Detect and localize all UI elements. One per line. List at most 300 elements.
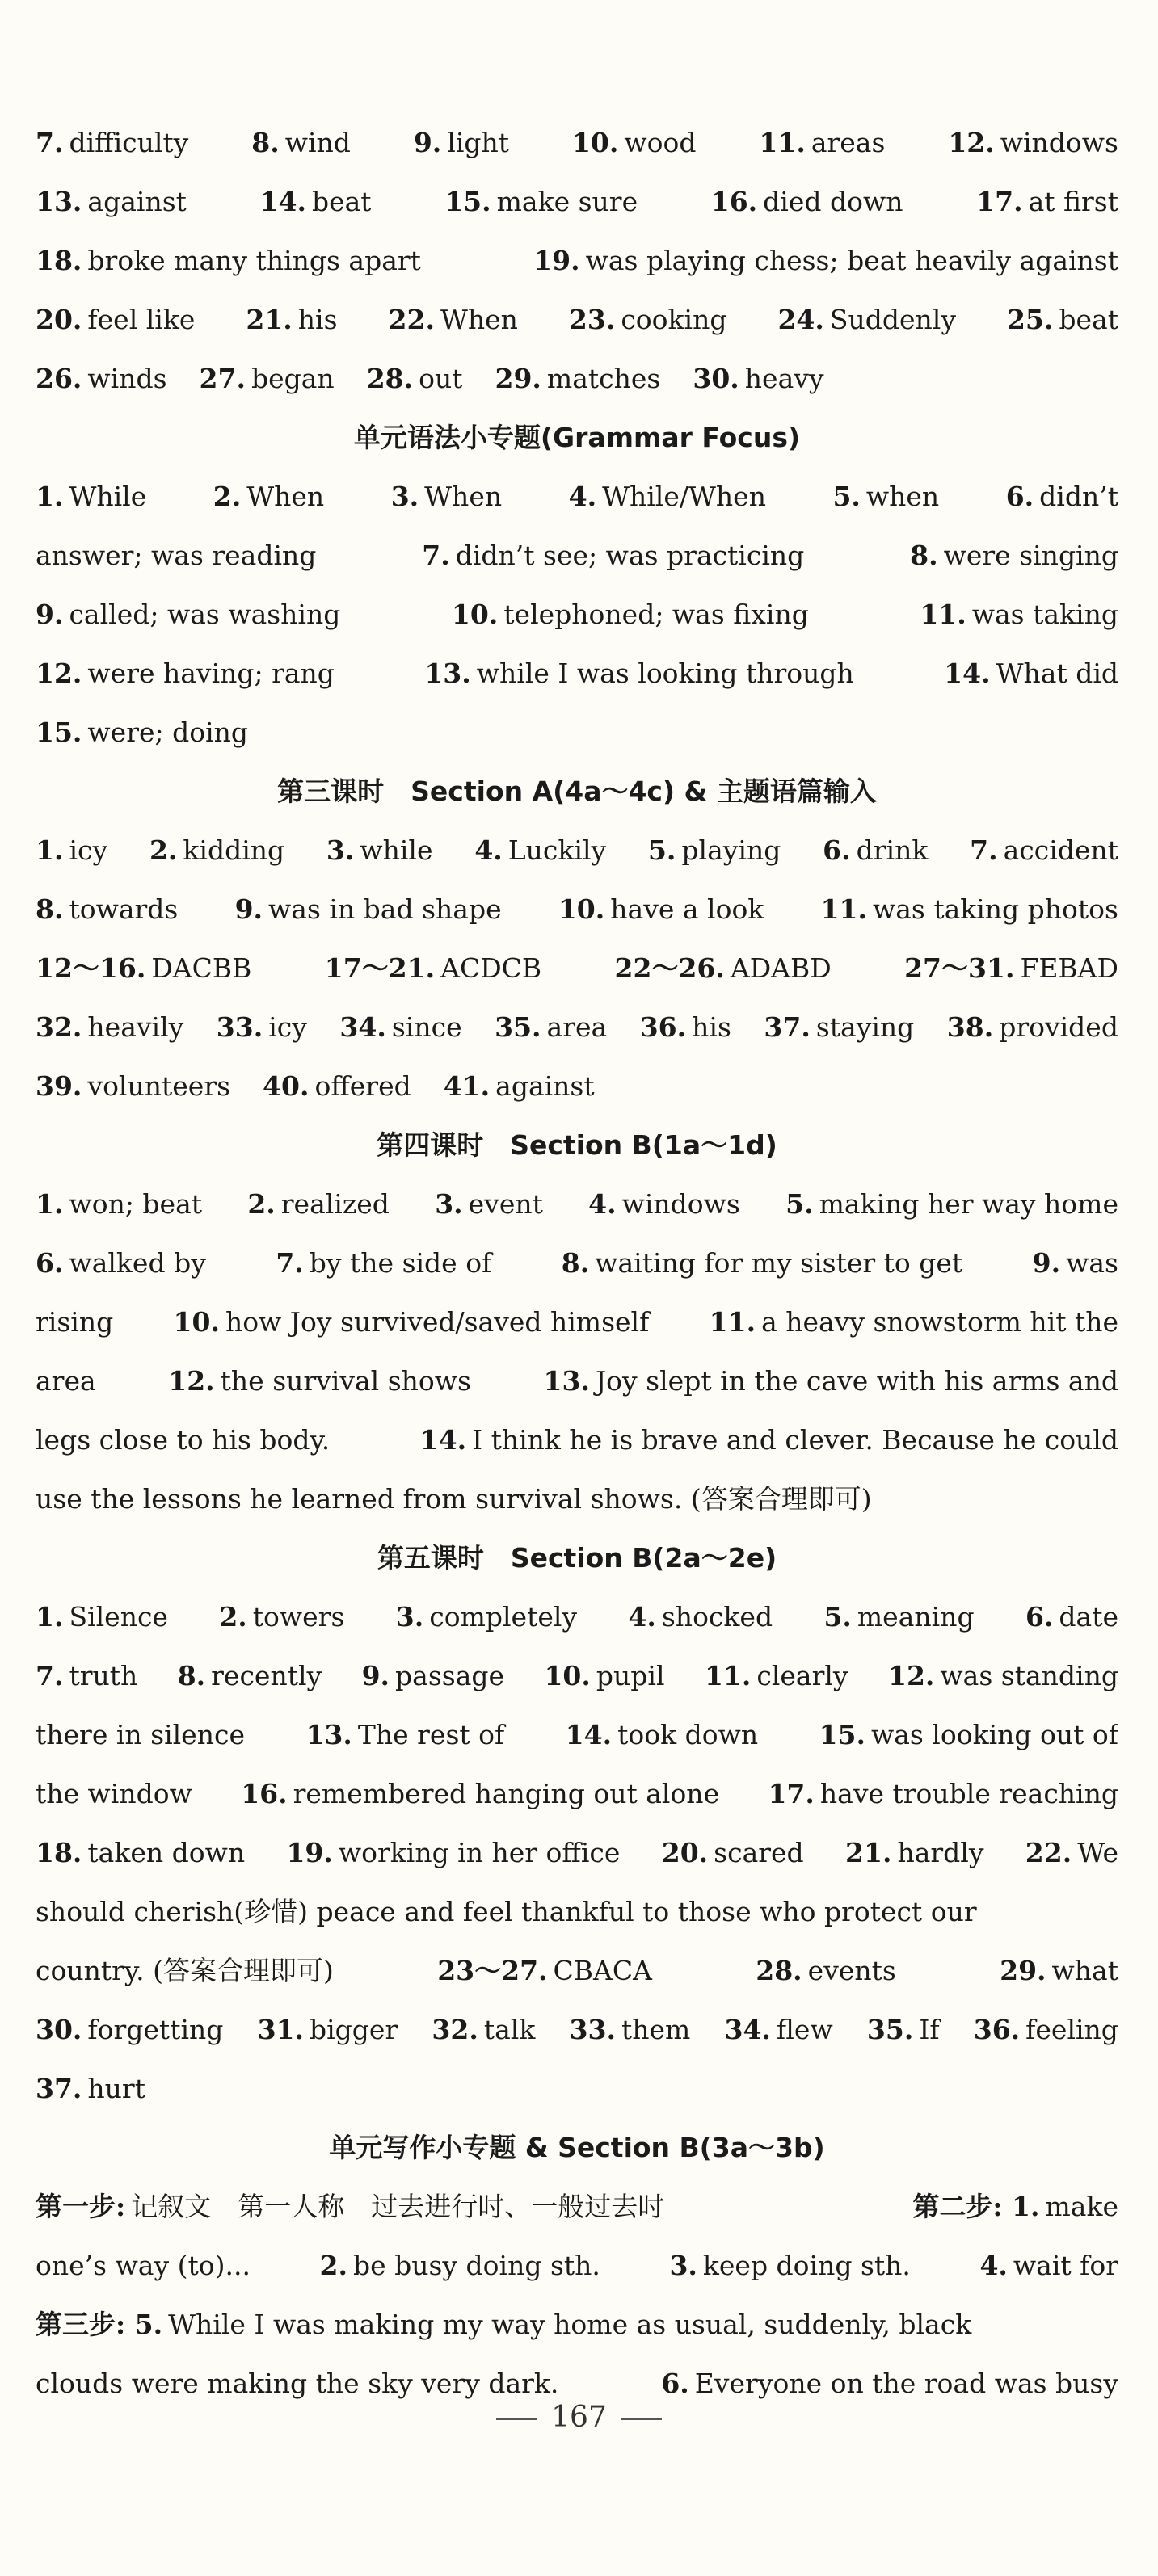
section-heading: 单元写作小专题 & Section B(3a～3b)	[329, 2132, 825, 2163]
footer-dash-left	[496, 2418, 537, 2420]
answer-text: broke many things apart	[87, 245, 421, 276]
answer-text: bigger	[310, 2014, 398, 2045]
answer-text: windows	[621, 1188, 740, 1220]
answer-text: When	[424, 481, 503, 512]
answer-text: What did	[996, 658, 1118, 689]
answer-item	[258, 2000, 398, 2059]
answer-item	[36, 2000, 223, 2059]
answer-number: 4.	[568, 481, 597, 512]
answer-text: towers	[252, 1601, 345, 1633]
answer-item	[544, 1646, 664, 1705]
answer-number: 12.	[948, 127, 995, 158]
answer-text: heavily	[87, 1011, 184, 1043]
answer-number: 14.	[259, 186, 306, 217]
answer-number: 16.	[710, 186, 758, 217]
answer-number: 3.	[669, 2250, 697, 2281]
answer-text: legs close to his body.	[36, 1424, 331, 1456]
answer-number: 23.	[568, 304, 616, 335]
answer-number: 8.	[910, 540, 938, 571]
answer-number: 10.	[173, 1306, 220, 1338]
answer-number: 8.	[177, 1660, 206, 1691]
answer-item	[168, 1351, 471, 1410]
answer-item	[424, 644, 853, 703]
answer-item	[286, 1823, 620, 1882]
answer-number: 35.	[866, 2014, 914, 2045]
answer-text: icy	[268, 1011, 307, 1043]
answer-item	[36, 1351, 96, 1410]
answer-number: 21.	[246, 304, 293, 335]
answer-number: 17.	[768, 1778, 815, 1809]
answer-number: 11.	[759, 127, 806, 158]
answer-number: 22～26.	[614, 952, 725, 984]
answer-number: 5.	[647, 834, 676, 866]
footer-dash-right	[621, 2418, 662, 2420]
answer-item	[36, 880, 178, 939]
answer-number: 14.	[565, 1719, 613, 1750]
answer-text: 记叙文 第一人称 过去进行时、一般过去时	[131, 2191, 665, 2222]
answer-number: 23～27.	[437, 1955, 548, 1986]
answer-number: 13.	[543, 1365, 590, 1397]
answer-item	[764, 998, 914, 1057]
answer-number: 9.	[234, 893, 263, 925]
answer-number: 14.	[944, 658, 991, 689]
answer-number: 10.	[451, 599, 499, 630]
answer-text: recently	[211, 1660, 322, 1691]
answer-number: 7.	[36, 1660, 64, 1691]
answer-line	[36, 349, 1118, 408]
answer-text: We	[1077, 1837, 1118, 1868]
answer-item	[251, 113, 351, 172]
answer-text: won; beat	[69, 1188, 203, 1220]
answer-number: 5.	[785, 1188, 814, 1220]
answer-number: 7.	[276, 1247, 304, 1279]
answer-item	[823, 1587, 974, 1646]
answer-item	[36, 1882, 977, 1941]
answer-text: was playing chess; beat heavily against	[585, 245, 1118, 276]
answer-number: 12.	[36, 658, 82, 689]
section-heading: 第四课时 Section B(1a～1d)	[377, 1129, 777, 1161]
answer-item	[36, 644, 335, 703]
answer-text: began	[251, 363, 335, 394]
answer-number: 2.	[149, 834, 178, 866]
answer-text: icy	[69, 834, 108, 866]
answer-text: his	[297, 304, 338, 335]
answer-text: making her way home	[819, 1188, 1118, 1220]
answer-number: 6.	[1025, 1601, 1054, 1633]
answer-item	[669, 2236, 910, 2295]
answer-number: 1.	[36, 834, 64, 866]
answer-item	[260, 172, 372, 231]
answer-text: waiting for my sister to get	[595, 1247, 963, 1279]
answer-number: 30.	[36, 2014, 82, 2045]
answer-item	[648, 821, 781, 880]
answer-item	[785, 1175, 1118, 1233]
answer-item	[36, 1410, 330, 1469]
answer-number: 28.	[756, 1955, 802, 1986]
answer-line	[36, 644, 1118, 703]
answer-number: 2.	[219, 1601, 247, 1633]
answer-line	[36, 1410, 1118, 1469]
answer-text: matches	[546, 363, 661, 394]
answer-text: one’s way (to)...	[36, 2250, 251, 2281]
answer-text: events	[807, 1955, 896, 1986]
answer-item	[759, 113, 885, 172]
answer-number: 17.	[976, 186, 1023, 217]
answer-item	[948, 113, 1118, 172]
answer-text: drink	[856, 834, 929, 866]
answer-item	[36, 290, 195, 349]
answer-line	[36, 1469, 1118, 1528]
answer-line	[36, 2059, 1118, 2118]
answer-line	[36, 2295, 1118, 2354]
answer-line	[36, 1292, 1118, 1351]
answer-text: were; doing	[87, 716, 249, 748]
answer-text: feel like	[87, 304, 196, 335]
answer-text: provided	[999, 1011, 1118, 1043]
answer-item	[36, 2177, 664, 2236]
answer-text: remembered hanging out alone	[293, 1778, 720, 1809]
answer-number: 37.	[36, 2073, 82, 2104]
answer-item	[36, 467, 146, 526]
answer-item	[888, 1646, 1118, 1705]
answer-text: When	[246, 481, 325, 512]
answer-item	[710, 1292, 1118, 1351]
answer-number: 22.	[1025, 1837, 1072, 1868]
answer-line	[36, 703, 1118, 762]
answer-number: 39.	[36, 1070, 82, 1102]
answer-item	[36, 349, 167, 408]
answer-text: forgetting	[87, 2014, 224, 2045]
answer-text: hardly	[897, 1837, 984, 1868]
answer-text: didn’t see; was practicing	[455, 540, 805, 571]
answer-number: 25.	[1006, 304, 1054, 335]
answer-line	[36, 231, 1118, 290]
answer-item	[178, 1646, 322, 1705]
answer-item	[420, 1410, 1118, 1469]
answer-item	[588, 1175, 740, 1233]
answer-text: winds	[87, 363, 167, 394]
answer-number: 6.	[36, 1247, 64, 1279]
answer-text: While I was making my way home as usual, suddenly, black	[168, 2309, 972, 2340]
answer-item	[569, 467, 766, 526]
answer-item	[414, 113, 509, 172]
answer-item	[558, 880, 764, 939]
answer-number: 34.	[339, 1011, 386, 1043]
answer-number: 19.	[286, 1837, 333, 1868]
answer-item	[246, 290, 337, 349]
answer-text: make	[1045, 2191, 1118, 2222]
answer-number: 第一步:	[36, 2191, 126, 2222]
answer-item	[36, 231, 421, 290]
answer-text: staying	[815, 1011, 915, 1043]
answer-text: light	[447, 127, 510, 158]
answer-text: died down	[763, 186, 903, 217]
answer-line	[36, 172, 1118, 231]
answer-item	[1006, 467, 1118, 526]
answer-item	[36, 1587, 168, 1646]
answer-item	[777, 290, 956, 349]
answer-line	[36, 1233, 1118, 1292]
answer-item	[533, 231, 1118, 290]
answer-number: 22.	[388, 304, 435, 335]
answer-number: 10.	[544, 1660, 591, 1691]
answer-line	[36, 113, 1118, 172]
answer-text: was looking out of	[870, 1719, 1118, 1750]
answer-item	[36, 1057, 230, 1116]
answer-number: 第三步: 5.	[36, 2309, 163, 2340]
answer-text: what	[1051, 1955, 1118, 1986]
answer-number: 18.	[36, 1837, 82, 1868]
answer-number: 33.	[216, 1011, 263, 1043]
answer-line	[36, 290, 1118, 349]
answer-number: 32.	[36, 1011, 82, 1043]
answer-number: 32.	[432, 2014, 478, 2045]
answer-item	[149, 821, 284, 880]
answer-item	[912, 2177, 1118, 2236]
answer-text: towards	[69, 893, 179, 925]
answer-item	[979, 2236, 1118, 2295]
answer-item	[821, 880, 1118, 939]
answer-text: area	[546, 1011, 608, 1043]
answer-text: area	[36, 1365, 96, 1397]
answer-item	[325, 939, 541, 998]
answer-item	[339, 998, 461, 1057]
answer-text: out	[419, 363, 463, 394]
answer-item	[976, 172, 1118, 231]
answer-item	[36, 1292, 113, 1351]
answer-text: against	[87, 186, 187, 217]
answer-text: date	[1059, 1601, 1118, 1633]
answer-text: them	[621, 2014, 691, 2045]
answer-number: 8.	[36, 893, 64, 925]
answer-text: Everyone on the road was busy	[694, 2368, 1118, 2399]
answer-text: areas	[811, 127, 886, 158]
answer-text: beat	[311, 186, 372, 217]
answer-number: 5.	[832, 481, 861, 512]
answer-number: 12.	[168, 1365, 215, 1397]
answer-item	[724, 2000, 832, 2059]
answer-text: against	[495, 1070, 595, 1102]
answer-number: 2.	[213, 481, 242, 512]
answer-text: ADABD	[730, 952, 832, 984]
answer-text: talk	[483, 2014, 536, 2045]
answer-text: clearly	[756, 1660, 848, 1691]
answer-item	[326, 821, 433, 880]
answer-item	[391, 467, 502, 526]
answer-number: 29.	[495, 363, 541, 394]
answer-text: cooking	[621, 304, 727, 335]
answer-number: 1.	[36, 1601, 64, 1633]
answer-number: 13.	[305, 1719, 352, 1750]
answer-item	[36, 1646, 137, 1705]
answer-text: scared	[714, 1837, 804, 1868]
answer-item	[947, 998, 1118, 1057]
answer-line	[36, 998, 1118, 1057]
answer-line	[36, 821, 1118, 880]
answer-item	[247, 1175, 390, 1233]
answer-text: were having; rang	[87, 658, 335, 689]
answer-text: was taking photos	[872, 893, 1118, 925]
answer-text: While	[69, 481, 147, 512]
answer-text: CBACA	[553, 1955, 652, 1986]
answer-number: 15.	[444, 186, 491, 217]
answer-item	[544, 1351, 1118, 1410]
answer-text: accident	[1003, 834, 1118, 866]
answer-text: FEBAD	[1020, 952, 1118, 984]
answer-item	[36, 2059, 145, 2118]
answer-text: at first	[1028, 186, 1118, 217]
answer-number: 2.	[319, 2250, 347, 2281]
answer-text: meaning	[857, 1601, 975, 1633]
answer-number: 34.	[724, 2014, 771, 2045]
answer-text: the window	[36, 1778, 192, 1809]
answer-item	[36, 526, 316, 585]
answer-item	[823, 821, 928, 880]
answer-item	[569, 290, 727, 349]
answer-line	[36, 939, 1118, 998]
answer-text: shocked	[661, 1601, 773, 1633]
page-footer	[0, 2401, 1158, 2434]
answer-item	[432, 2000, 535, 2059]
answer-text: Luckily	[507, 834, 607, 866]
answer-line	[36, 1823, 1118, 1882]
answer-item	[200, 349, 335, 408]
answer-text: wait for	[1013, 2250, 1118, 2281]
answer-item	[495, 998, 607, 1057]
answer-item	[662, 1823, 804, 1882]
answer-number: 3.	[326, 834, 355, 866]
answer-text: difficulty	[69, 127, 189, 158]
answer-text: The rest of	[357, 1719, 505, 1750]
answer-line	[36, 1057, 1118, 1116]
answer-text: was taking	[971, 599, 1118, 630]
answer-line	[36, 585, 1118, 644]
answer-number: 20.	[36, 304, 82, 335]
answer-text: playing	[681, 834, 781, 866]
answer-item	[628, 1587, 773, 1646]
answer-text: didn’t	[1039, 481, 1118, 512]
answer-number: 37.	[764, 1011, 811, 1043]
answer-item	[437, 1941, 652, 2000]
answer-number: 30.	[693, 363, 739, 394]
answer-text: make sure	[496, 186, 638, 217]
answer-item	[867, 2000, 940, 2059]
answer-item	[910, 526, 1118, 585]
answer-item	[305, 1705, 504, 1764]
answer-item	[435, 1175, 543, 1233]
answer-item	[444, 172, 638, 231]
answer-number: 13.	[424, 658, 471, 689]
answer-text: beat	[1059, 304, 1118, 335]
answer-line	[36, 1705, 1118, 1764]
answer-item	[974, 2000, 1118, 2059]
answer-number: 24.	[777, 304, 824, 335]
answer-line	[36, 2000, 1118, 2059]
answer-item	[566, 1705, 758, 1764]
answer-text: was in bad shape	[268, 893, 502, 925]
answer-item	[36, 172, 187, 231]
answer-item	[444, 1057, 595, 1116]
answer-text: windows	[1000, 127, 1118, 158]
answer-item	[572, 113, 697, 172]
answer-number: 7.	[36, 127, 64, 158]
answer-text: was standing	[940, 1660, 1118, 1691]
section-heading: 第五课时 Section B(2a～2e)	[377, 1542, 777, 1574]
answer-number: 15.	[819, 1719, 865, 1750]
answer-number: 3.	[395, 1601, 424, 1633]
answer-item	[213, 467, 324, 526]
answer-item	[452, 585, 809, 644]
answer-number: 14.	[419, 1424, 467, 1456]
answer-text: be busy doing sth.	[352, 2250, 600, 2281]
answer-item	[904, 939, 1118, 998]
answer-number: 36.	[639, 1011, 687, 1043]
answer-number: 16.	[241, 1778, 288, 1809]
answer-text: taken down	[87, 1837, 246, 1868]
answer-number: 11.	[704, 1660, 752, 1691]
answer-number: 28.	[366, 363, 414, 394]
answer-text: Silence	[69, 1601, 168, 1633]
answer-item	[36, 703, 248, 762]
answer-number: 27～31.	[904, 952, 1015, 984]
answer-text: wind	[284, 127, 351, 158]
answer-number: 10.	[558, 893, 605, 925]
answer-text: When	[440, 304, 518, 335]
answer-item	[615, 939, 832, 998]
answer-number: 13.	[36, 186, 82, 217]
answer-item	[367, 349, 463, 408]
answer-text: offered	[314, 1070, 411, 1102]
section-heading: 单元语法小专题(Grammar Focus)	[353, 422, 801, 453]
answer-line	[36, 1351, 1118, 1410]
answer-item	[36, 1823, 245, 1882]
answer-text: volunteers	[87, 1070, 231, 1102]
answer-text: country. (答案合理即可)	[36, 1955, 334, 1986]
answer-item	[944, 644, 1118, 703]
answer-number: 1.	[36, 1188, 64, 1220]
answer-item	[768, 1764, 1118, 1823]
answer-item	[389, 290, 518, 349]
answer-item	[36, 1941, 334, 2000]
answer-text: feeling	[1025, 2014, 1118, 2045]
answer-item	[396, 1587, 577, 1646]
answer-item	[819, 1705, 1118, 1764]
answer-line	[36, 467, 1118, 526]
answer-line	[36, 1175, 1118, 1233]
answer-text: heavy	[744, 363, 824, 394]
answer-number: 41.	[443, 1070, 491, 1102]
answer-item	[422, 526, 804, 585]
answer-number: 40.	[263, 1070, 310, 1102]
answer-text: rising	[36, 1306, 114, 1338]
answer-item	[263, 1057, 411, 1116]
answer-number: 9.	[361, 1660, 390, 1691]
answer-item	[970, 821, 1118, 880]
answer-text: working in her office	[338, 1837, 621, 1868]
answer-text: pupil	[596, 1660, 665, 1691]
answer-text: should cherish(珍惜) peace and feel thankful to those who protect our	[36, 1896, 977, 1927]
answer-number: 4.	[588, 1188, 617, 1220]
answer-item	[235, 880, 502, 939]
answer-text: were singing	[943, 540, 1118, 571]
answer-item	[276, 1233, 491, 1292]
answer-item	[1033, 1233, 1118, 1292]
answer-item	[36, 1764, 192, 1823]
answer-number: 6.	[823, 834, 851, 866]
answer-text: passage	[395, 1660, 505, 1691]
answer-number: 9.	[1032, 1247, 1061, 1279]
answer-text: when	[865, 481, 940, 512]
